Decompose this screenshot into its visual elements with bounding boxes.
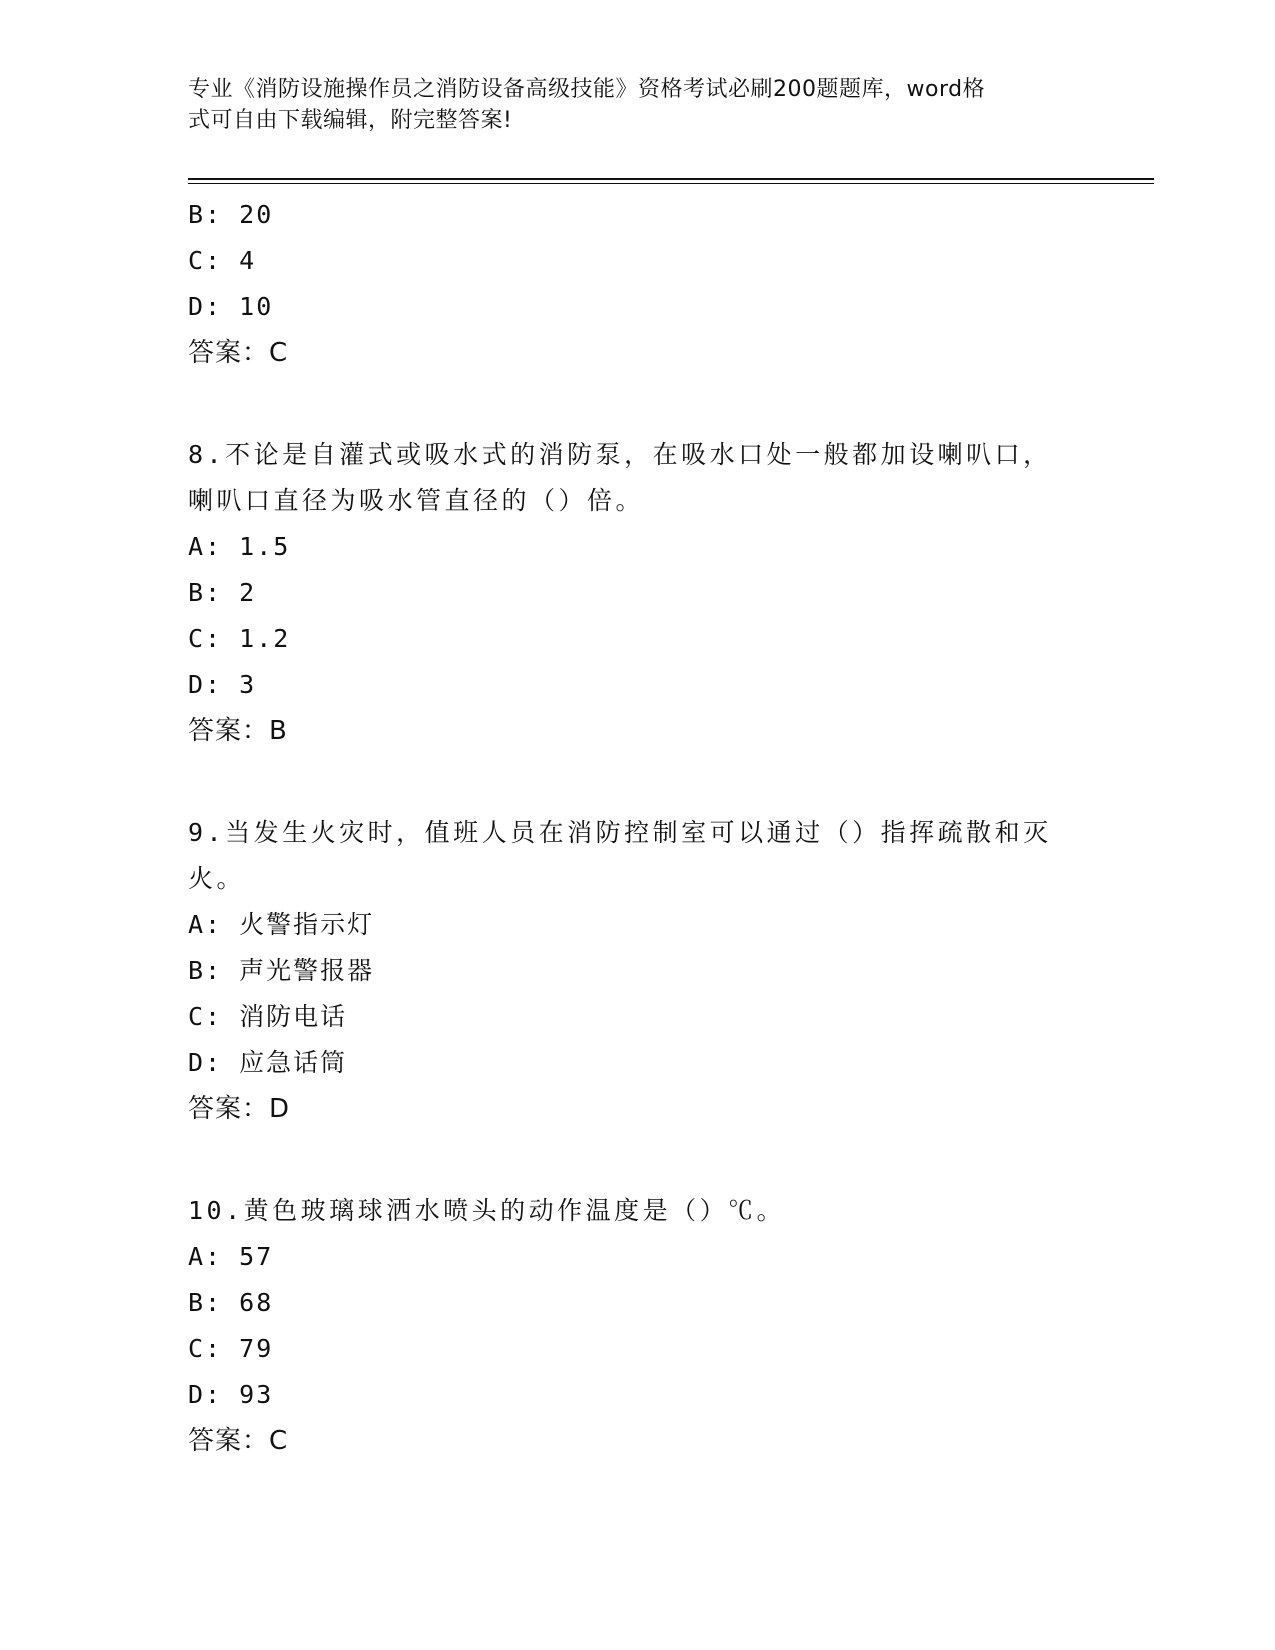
question-9: [188, 810, 1088, 1132]
header-line-2: 式可自由下载编辑，附完整答案!: [188, 108, 513, 133]
option-c: C: 4: [188, 246, 257, 275]
option-a: A: 火警指示灯: [188, 910, 375, 939]
option-d: D: 93: [188, 1380, 274, 1409]
option-c: C: 消防电话: [188, 1002, 348, 1031]
option-b: B: 2: [188, 578, 257, 607]
option-b: B: 68: [188, 1288, 274, 1317]
question-text-line-2: 火。: [188, 864, 246, 893]
answer-line: 答案：D: [188, 1094, 291, 1124]
option-a: A: 57: [188, 1242, 274, 1271]
question-8: [188, 432, 1088, 754]
document-header: [188, 74, 1068, 136]
question-7-continuation: [188, 192, 1088, 376]
option-c: C: 79: [188, 1334, 274, 1363]
header-rule-thin: [188, 183, 1154, 184]
question-text: [188, 1188, 1068, 1234]
question-list: [188, 192, 1088, 1464]
question-10: [188, 1188, 1088, 1464]
answer-line: 答案：C: [188, 338, 289, 368]
option-d: D: 3: [188, 670, 257, 699]
option-a: A: 1.5: [188, 532, 291, 561]
question-text: [188, 432, 1068, 524]
question-text: [188, 810, 1068, 902]
option-b: B: 20: [188, 200, 274, 229]
header-line-1: 专业《消防设施操作员之消防设备高级技能》资格考试必刷200题题库，word格: [188, 77, 986, 102]
question-text-line-1: 8.不论是自灌式或吸水式的消防泵，在吸水口处一般都加设喇叭口，: [188, 440, 1052, 469]
answer-line: 答案：C: [188, 1426, 289, 1456]
answer-line: 答案：B: [188, 716, 288, 746]
question-text-line-1: 10.黄色玻璃球洒水喷头的动作温度是（）℃。: [188, 1196, 786, 1225]
option-b: B: 声光警报器: [188, 956, 375, 985]
option-d: D: 10: [188, 292, 274, 321]
option-c: C: 1.2: [188, 624, 291, 653]
option-d: D: 应急话筒: [188, 1048, 348, 1077]
header-rule-thick: [188, 178, 1154, 180]
question-text-line-2: 喇叭口直径为吸水管直径的（）倍。: [188, 486, 645, 515]
question-text-line-1: 9.当发生火灾时，值班人员在消防控制室可以通过（）指挥疏散和灭: [188, 818, 1052, 847]
